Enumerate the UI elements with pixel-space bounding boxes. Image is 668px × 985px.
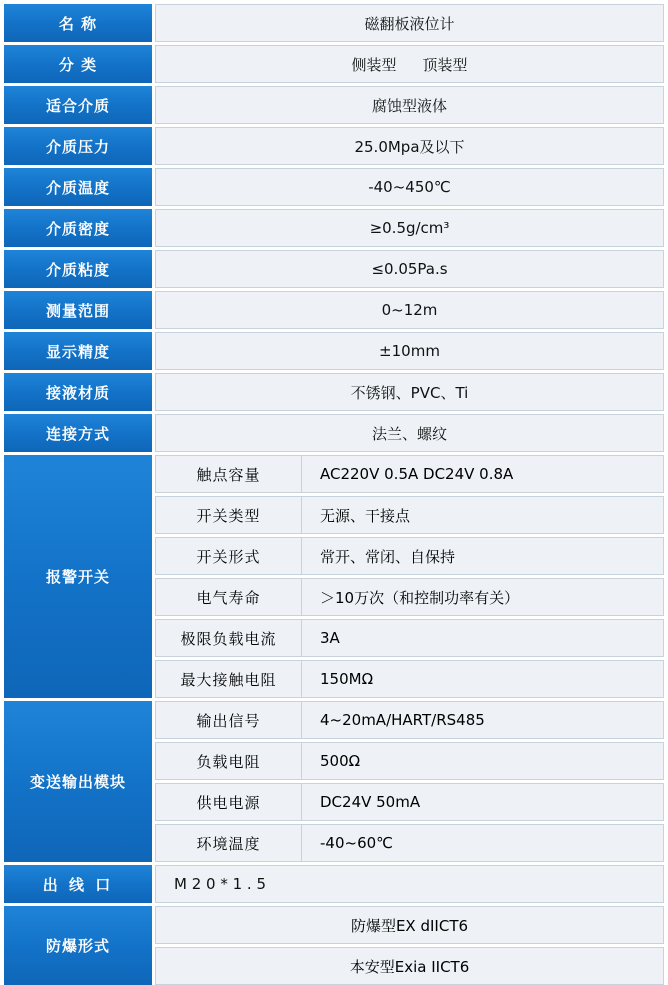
sub-row-label: 触点容量	[155, 455, 302, 493]
sub-row-label: 输出信号	[155, 701, 302, 739]
table-row	[155, 742, 664, 780]
table-row	[4, 209, 664, 247]
table-row	[4, 168, 664, 206]
table-row	[155, 496, 664, 534]
row-label: 测量范围	[4, 291, 152, 329]
sub-row-value: DC24V 50mA	[302, 783, 664, 821]
row-value: 25.0Mpa及以下	[155, 127, 664, 165]
row-label: 介质密度	[4, 209, 152, 247]
sub-row-value: 本安型Exia IICT6	[155, 947, 664, 985]
table-row	[155, 619, 664, 657]
table-row	[155, 783, 664, 821]
row-value: -40~450℃	[155, 168, 664, 206]
table-row	[4, 414, 664, 452]
row-value: 磁翻板液位计	[155, 4, 664, 42]
outlet-row	[4, 865, 664, 903]
row-value: ±10mm	[155, 332, 664, 370]
sub-row-label: 极限负载电流	[155, 619, 302, 657]
sub-row-label: 供电电源	[155, 783, 302, 821]
row-value: 法兰、螺纹	[155, 414, 664, 452]
row-label: 名 称	[4, 4, 152, 42]
row-label: 分 类	[4, 45, 152, 83]
group-label: 防爆形式	[4, 906, 152, 985]
row-label: 连接方式	[4, 414, 152, 452]
sub-row-label: 负载电阻	[155, 742, 302, 780]
row-value: M 2 0 * 1 . 5	[155, 865, 664, 903]
sub-row-label: 开关类型	[155, 496, 302, 534]
row-label: 介质温度	[4, 168, 152, 206]
table-row	[4, 373, 664, 411]
explosion-proof-group	[4, 906, 664, 985]
table-row	[155, 701, 664, 739]
row-label: 出 线 口	[4, 865, 152, 903]
row-value: 腐蚀型液体	[155, 86, 664, 124]
alarm-switch-group	[4, 455, 664, 698]
sub-row-value: 防爆型EX dIICT6	[155, 906, 664, 944]
sub-row-value: 4~20mA/HART/RS485	[302, 701, 664, 739]
sub-row-value: -40~60℃	[302, 824, 664, 862]
sub-row-value: 3A	[302, 619, 664, 657]
sub-row-label: 最大接触电阻	[155, 660, 302, 698]
table-row	[155, 906, 664, 944]
table-row	[4, 332, 664, 370]
sub-row-value: AC220V 0.5A DC24V 0.8A	[302, 455, 664, 493]
row-value: 不锈钢、PVC、Ti	[155, 373, 664, 411]
row-value: 0~12m	[155, 291, 664, 329]
table-row	[155, 578, 664, 616]
row-value: ≥0.5g/cm³	[155, 209, 664, 247]
table-row	[4, 291, 664, 329]
row-value	[155, 45, 664, 83]
table-row	[4, 250, 664, 288]
table-row	[4, 86, 664, 124]
table-row	[155, 455, 664, 493]
table-row	[155, 660, 664, 698]
row-value: ≤0.05Pa.s	[155, 250, 664, 288]
sub-row-value: 500Ω	[302, 742, 664, 780]
table-row	[155, 537, 664, 575]
row-value-part: 侧装型	[351, 55, 397, 74]
row-label: 介质压力	[4, 127, 152, 165]
sub-row-value: 无源、干接点	[302, 496, 664, 534]
table-row	[155, 824, 664, 862]
sub-row-label: 电气寿命	[155, 578, 302, 616]
row-label: 显示精度	[4, 332, 152, 370]
group-label: 变送输出模块	[4, 701, 152, 862]
row-label: 介质粘度	[4, 250, 152, 288]
table-row	[4, 4, 664, 42]
row-label: 接液材质	[4, 373, 152, 411]
sub-row-label: 开关形式	[155, 537, 302, 575]
sub-row-label: 环境温度	[155, 824, 302, 862]
table-row	[4, 45, 664, 83]
sub-row-value: 常开、常闭、自保持	[302, 537, 664, 575]
table-row	[155, 947, 664, 985]
row-value-part: 顶装型	[422, 55, 468, 74]
group-label: 报警开关	[4, 455, 152, 698]
row-label: 适合介质	[4, 86, 152, 124]
sub-row-value: 150MΩ	[302, 660, 664, 698]
transmitter-module-group	[4, 701, 664, 862]
table-row	[4, 127, 664, 165]
sub-row-value: ＞10万次（和控制功率有关）	[302, 578, 664, 616]
